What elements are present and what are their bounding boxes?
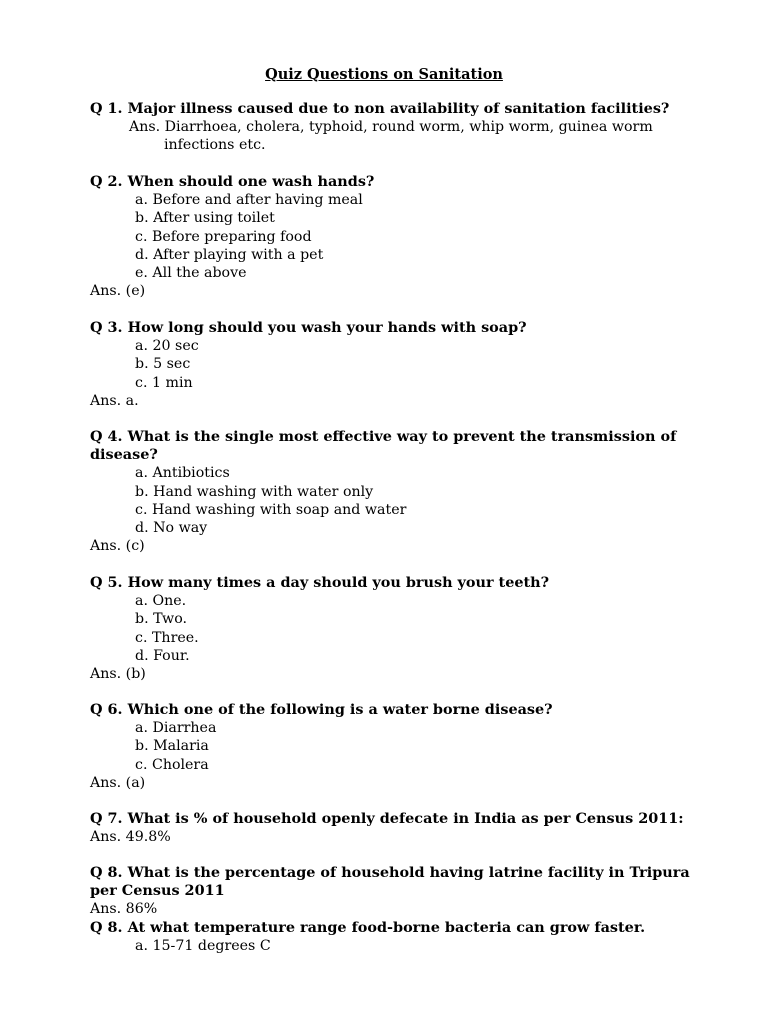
question-4-text-continued: disease? bbox=[90, 446, 158, 464]
question-1-text: Q 1. Major illness caused due to non availability of sanitation facilities? bbox=[90, 100, 670, 117]
question-5-block bbox=[90, 574, 690, 683]
question-8b-option-a: a. 15-71 degrees C bbox=[135, 938, 271, 955]
question-4-option-b: b. Hand washing with water only bbox=[135, 483, 374, 500]
question-3-option-b: b. 5 sec bbox=[135, 356, 191, 373]
question-4-text: Q 4. What is the single most effective way to prevent the transmission of bbox=[90, 428, 677, 445]
question-8-text-continued: per Census 2011 bbox=[90, 882, 225, 900]
question-2-option-b: b. After using toilet bbox=[135, 210, 275, 227]
question-8b-text: Q 8. At what temperature range food-borne bacteria can grow faster. bbox=[90, 919, 646, 936]
question-8-answer: Ans. 86% bbox=[90, 901, 158, 918]
question-4-option-a: a. Antibiotics bbox=[135, 465, 230, 482]
question-3-block bbox=[90, 319, 690, 410]
question-2-option-d: d. After playing with a pet bbox=[135, 246, 324, 263]
question-1-answer: Ans. Diarrhoea, cholera, typhoid, round worm, whip worm, guinea worm bbox=[129, 119, 653, 136]
question-6-option-b: b. Malaria bbox=[135, 738, 209, 755]
question-3-text: Q 3. How long should you wash your hands with soap? bbox=[90, 319, 527, 336]
question-2-answer: Ans. (e) bbox=[90, 283, 146, 300]
question-6-answer: Ans. (a) bbox=[90, 774, 146, 791]
question-3-option-c: c. 1 min bbox=[135, 374, 193, 391]
question-1-block bbox=[90, 100, 690, 155]
question-4-block bbox=[90, 428, 690, 555]
question-7-answer: Ans. 49.8% bbox=[90, 829, 171, 846]
question-2-option-e: e. All the above bbox=[135, 265, 247, 282]
question-6-option-c: c. Cholera bbox=[135, 756, 209, 773]
question-5-option-d: d. Four. bbox=[135, 647, 190, 664]
question-4-answer: Ans. (c) bbox=[90, 538, 145, 555]
question-5-text: Q 5. How many times a day should you brush your teeth? bbox=[90, 574, 550, 591]
question-8-text: Q 8. What is the percentage of household having latrine facility in Tripura bbox=[90, 864, 690, 881]
question-2-text: Q 2. When should one wash hands? bbox=[90, 173, 375, 190]
question-7-block bbox=[90, 810, 690, 846]
question-6-option-a: a. Diarrhea bbox=[135, 720, 217, 737]
question-4-option-c: c. Hand washing with soap and water bbox=[135, 501, 407, 518]
document-title: Quiz Questions on Sanitation bbox=[265, 66, 503, 83]
question-6-block bbox=[90, 701, 690, 792]
question-2-block bbox=[90, 173, 690, 300]
question-1-answer-continued: infections etc. bbox=[164, 137, 266, 154]
question-7-text: Q 7. What is % of household openly defecate in India as per Census 2011: bbox=[90, 810, 684, 827]
question-5-option-c: c. Three. bbox=[135, 629, 199, 646]
question-3-answer: Ans. a. bbox=[90, 392, 139, 409]
question-5-option-b: b. Two. bbox=[135, 611, 188, 628]
question-8-block bbox=[90, 864, 690, 919]
question-2-option-c: c. Before preparing food bbox=[135, 228, 312, 245]
question-6-text: Q 6. Which one of the following is a water borne disease? bbox=[90, 701, 553, 718]
question-3-option-a: a. 20 sec bbox=[135, 338, 199, 355]
question-5-option-a: a. One. bbox=[135, 593, 187, 610]
question-4-option-d: d. No way bbox=[135, 520, 208, 537]
question-2-option-a: a. Before and after having meal bbox=[135, 192, 363, 209]
question-8b-block bbox=[90, 919, 690, 955]
question-5-answer: Ans. (b) bbox=[90, 666, 146, 683]
